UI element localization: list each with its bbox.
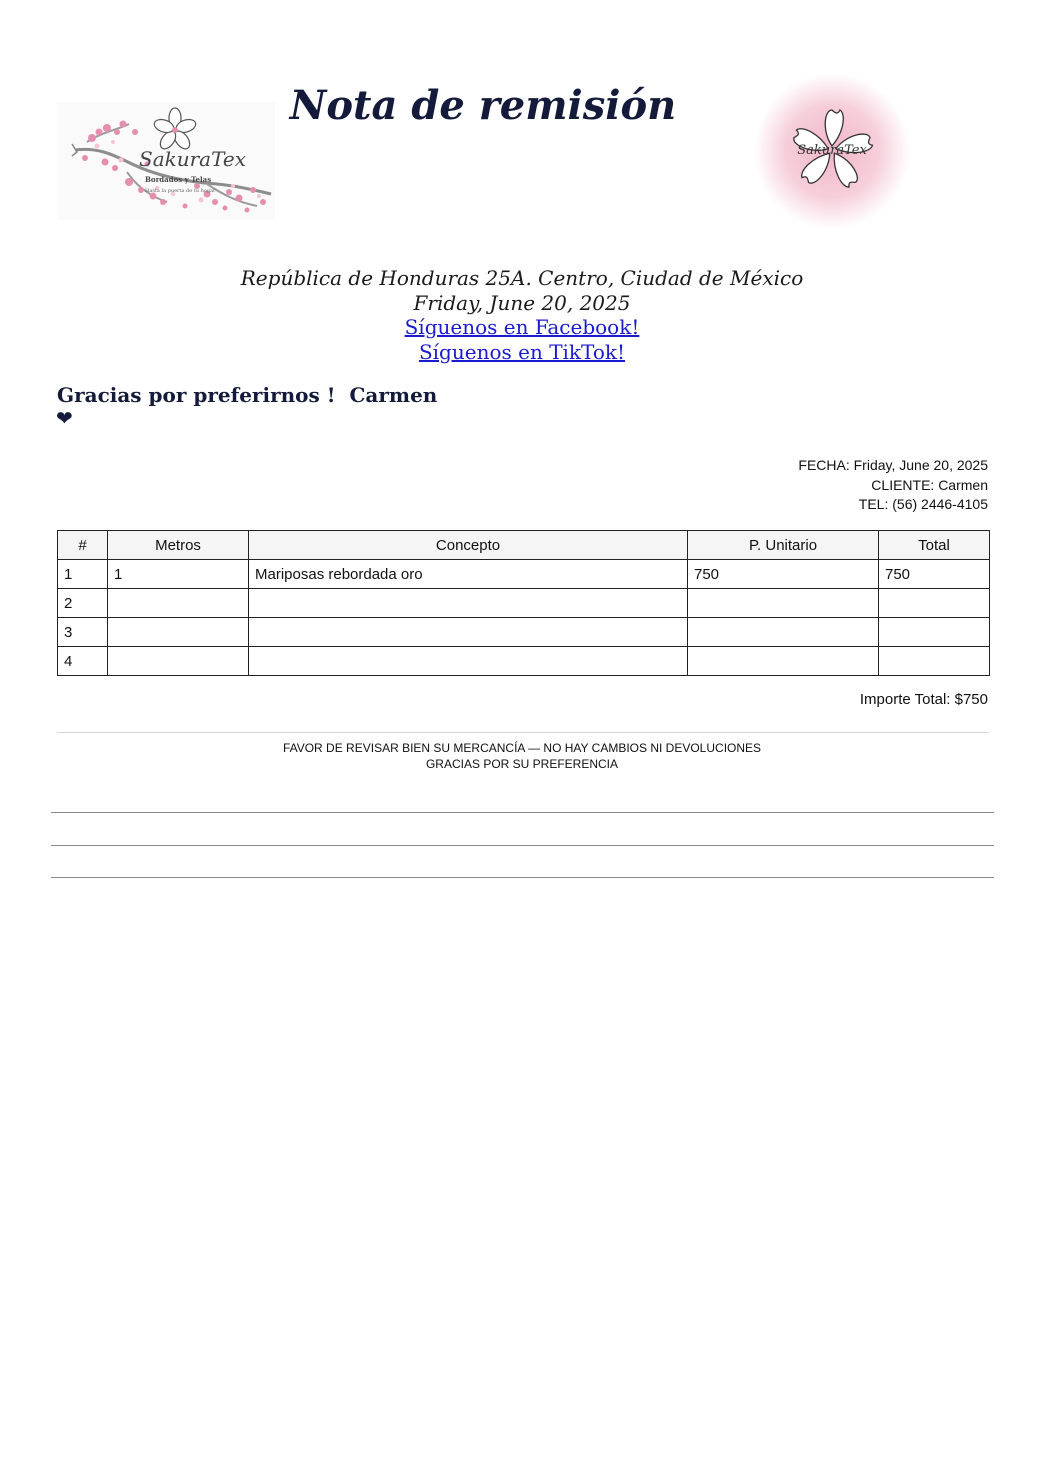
greeting-customer: Carmen	[349, 383, 438, 407]
svg-text:SakuraTex: SakuraTex	[797, 143, 867, 158]
sakura-flower-icon	[753, 72, 911, 230]
table-header-row	[58, 531, 990, 560]
column-header-p-unitario: P. Unitario	[688, 531, 879, 560]
sakuratex-logo-right	[753, 72, 911, 230]
svg-text:SakuraTex: SakuraTex	[139, 147, 247, 171]
cherry-blossom-branch-icon	[57, 102, 275, 220]
cell-metros: 1	[108, 560, 249, 589]
column-header-concepto: Concepto	[249, 531, 688, 560]
signature-line	[51, 877, 994, 878]
cell-metros	[108, 647, 249, 676]
business-info	[0, 266, 1044, 364]
sakuratex-logo-left	[57, 102, 275, 220]
table-row	[58, 647, 990, 676]
footer-line-1: FAVOR DE REVISAR BIEN SU MERCANCÍA — NO HAY CAMBIOS NI DEVOLUCIONES	[282, 741, 762, 755]
cell-p-unitario: 750	[688, 560, 879, 589]
cell-concepto: Mariposas rebordada oro	[249, 560, 688, 589]
cell-number: 3	[58, 618, 108, 647]
heart-icon: ❤	[56, 408, 73, 430]
meta-tel: TEL: (56) 2446-4105	[858, 496, 988, 512]
header-date: Friday, June 20, 2025	[413, 290, 631, 315]
cell-p-unitario	[688, 647, 879, 676]
table-row	[58, 560, 990, 589]
svg-text:Bordados y Telas: Bordados y Telas	[145, 175, 212, 184]
tiktok-link[interactable]: Síguenos en TikTok!	[418, 339, 626, 364]
cell-p-unitario	[688, 618, 879, 647]
footer-note	[0, 740, 1044, 772]
column-header-total: Total	[879, 531, 990, 560]
meta-cliente: CLIENTE: Carmen	[871, 476, 988, 493]
page-title: Nota de remisión	[289, 82, 677, 129]
column-header-number: #	[58, 531, 108, 560]
meta-fecha: FECHA: Friday, June 20, 2025	[798, 457, 988, 473]
cell-total	[879, 618, 990, 647]
invoice-meta	[798, 456, 988, 515]
signature-line	[51, 845, 994, 846]
table-row	[58, 618, 990, 647]
column-header-metros: Metros	[108, 531, 249, 560]
cell-concepto	[249, 618, 688, 647]
cell-number: 2	[58, 589, 108, 618]
cell-total	[879, 589, 990, 618]
cell-metros	[108, 589, 249, 618]
importe-total: Importe Total: $750	[859, 691, 988, 708]
facebook-link[interactable]: Síguenos en Facebook!	[404, 315, 640, 339]
cell-total	[879, 647, 990, 676]
address: República de Honduras 25A. Centro, Ciudad de México	[240, 266, 804, 290]
cell-concepto	[249, 647, 688, 676]
cell-number: 4	[58, 647, 108, 676]
cell-total: 750	[879, 560, 990, 589]
footer-divider	[57, 732, 989, 733]
items-table	[57, 530, 990, 676]
table-row	[58, 589, 990, 618]
cell-metros	[108, 618, 249, 647]
cell-concepto	[249, 589, 688, 618]
cell-number: 1	[58, 560, 108, 589]
svg-text:Hasta la puerta de tu hogar: Hasta la puerta de tu hogar	[145, 188, 216, 194]
greeting	[57, 382, 437, 408]
signature-line	[51, 812, 994, 813]
footer-line-2: GRACIAS POR SU PREFERENCIA	[425, 757, 619, 771]
cell-p-unitario	[688, 589, 879, 618]
greeting-text: Gracias por preferirnos !	[57, 383, 336, 407]
